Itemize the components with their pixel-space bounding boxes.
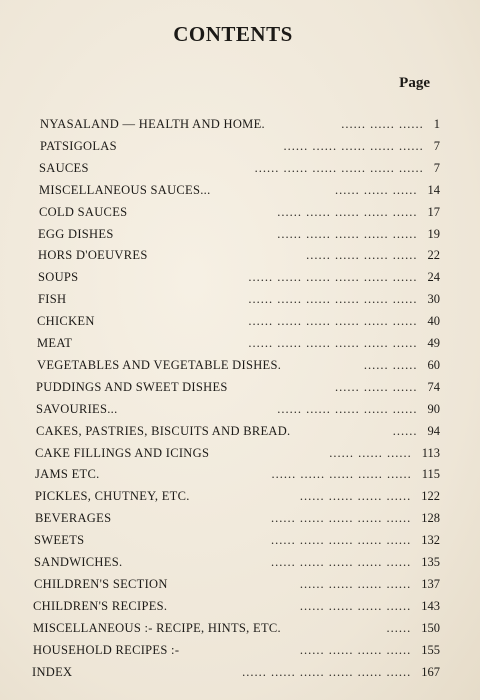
toc-entry-title: SAUCES	[39, 160, 89, 175]
toc-entry-page-number: 22	[427, 248, 440, 263]
toc-leader-dots: ...... ...... ...... ......	[299, 576, 412, 591]
toc-entry-page-number: 94	[427, 423, 440, 438]
toc-entry-title: FISH	[38, 292, 67, 307]
toc-entry-page-number: 40	[427, 314, 440, 329]
toc-leader-dots: ...... ...... ...... ...... ...... ......	[254, 160, 424, 175]
toc-entry-page-number: 7	[433, 160, 440, 175]
toc-entry	[39, 202, 440, 222]
toc-entry-title: SAVOURIES...	[36, 401, 118, 416]
toc-leader-dots: ...... ...... ...... ...... ......	[277, 226, 418, 241]
page-title: CONTENTS	[173, 22, 293, 46]
toc-entry-page-number: 122	[421, 489, 440, 504]
toc-entry-title: MEAT	[37, 336, 73, 350]
toc-leader-dots: ...... ...... ...... ......	[299, 598, 412, 613]
toc-entry	[35, 464, 440, 484]
toc-entry-page-number: 167	[421, 664, 440, 679]
toc-entry-page-number: 143	[421, 598, 440, 613]
toc-entry-title: CAKES, PASTRIES, BISCUITS AND BREAD.	[36, 423, 291, 438]
toc-leader-dots: ...... ...... ...... ...... ......	[271, 467, 412, 482]
toc-entry	[36, 399, 440, 419]
toc-entry	[35, 508, 440, 528]
toc-entry	[33, 596, 440, 616]
toc-entry-title: MISCELLANEOUS SAUCES...	[39, 182, 211, 197]
toc-entry	[40, 136, 440, 156]
toc-entry-page-number: 49	[427, 336, 440, 350]
toc-entry	[37, 333, 440, 353]
toc-entry-page-number: 30	[427, 292, 440, 307]
toc-entry-page-number: 155	[421, 642, 440, 657]
toc-entry	[38, 224, 440, 244]
toc-entry	[33, 640, 440, 660]
toc-entry-title: SANDWICHES.	[34, 555, 123, 569]
toc-entry	[35, 486, 440, 506]
toc-entry-page-number: 113	[421, 445, 440, 460]
toc-leader-dots: ...... ...... ...... ...... ......	[277, 401, 418, 416]
toc-leader-dots: ...... ...... ...... ...... ......	[271, 533, 412, 548]
toc-entry-page-number: 115	[421, 467, 440, 482]
toc-entry-page-number: 1	[433, 117, 440, 131]
toc-entry-title: BEVERAGES	[35, 511, 112, 526]
toc-leader-dots: ...... ...... ...... ...... ...... ......	[242, 664, 412, 679]
toc-entry-title: INDEX	[32, 664, 73, 679]
toc-entry	[39, 158, 440, 178]
toc-leader-dots: ...... ...... ...... ...... ......	[271, 555, 412, 569]
toc-entry-title: JAMS ETC.	[35, 467, 100, 482]
toc-entry-page-number: 128	[421, 511, 440, 526]
toc-entry	[34, 574, 440, 594]
toc-leader-dots: ...... ...... ......	[341, 117, 424, 131]
toc-leader-dots: ...... ......	[363, 357, 418, 372]
toc-leader-dots: ...... ...... ......	[329, 445, 412, 460]
toc-entry-page-number: 14	[427, 182, 440, 197]
toc-leader-dots: ...... ...... ......	[335, 182, 418, 197]
toc-entry-page-number: 17	[427, 204, 440, 219]
toc-entry	[39, 180, 440, 200]
toc-entry	[34, 552, 440, 572]
toc-entry-title: CAKE FILLINGS AND ICINGS	[35, 445, 210, 460]
toc-entry-page-number: 24	[427, 270, 440, 285]
toc-entry-page-number: 150	[421, 620, 440, 635]
toc-entry	[37, 311, 440, 331]
toc-entry-title: CHICKEN	[37, 314, 95, 329]
toc-leader-dots: ...... ...... ...... ......	[299, 642, 412, 657]
toc-entry-title: PUDDINGS AND SWEET DISHES	[36, 379, 228, 394]
toc-entry	[38, 289, 440, 309]
toc-entry-page-number: 137	[421, 576, 440, 591]
toc-entry	[40, 114, 440, 134]
toc-entry-title: MISCELLANEOUS :- RECIPE, HINTS, ETC.	[33, 620, 281, 635]
toc-entry-title: VEGETABLES AND VEGETABLE DISHES.	[37, 357, 282, 372]
toc-entry-page-number: 19	[427, 226, 440, 241]
toc-entry	[34, 530, 440, 550]
toc-leader-dots: ...... ...... ...... ...... ...... ......	[248, 314, 418, 329]
toc-leader-dots: ......	[386, 620, 412, 635]
page-column-header: Page	[399, 75, 430, 91]
toc-leader-dots: ...... ...... ...... ...... ...... ......	[248, 292, 418, 307]
toc-entry-title: PICKLES, CHUTNEY, ETC.	[35, 489, 190, 504]
toc-entry-title: EGG DISHES	[38, 226, 114, 241]
toc-entry-title: HOUSEHOLD RECIPES :-	[33, 642, 180, 657]
toc-entry	[33, 618, 440, 638]
toc-entry	[36, 377, 440, 397]
toc-entry-title: HORS D'OEUVRES	[38, 248, 148, 263]
toc-entry-title: PATSIGOLAS	[40, 138, 117, 153]
toc-entry-title: COLD SAUCES	[39, 204, 128, 219]
toc-entry-page-number: 60	[427, 357, 440, 372]
toc-entry-page-number: 74	[427, 379, 440, 394]
toc-entry	[35, 443, 440, 463]
toc-entry	[37, 355, 440, 375]
toc-entry-title: NYASALAND — HEALTH AND HOME.	[40, 117, 265, 131]
toc-entry	[36, 421, 440, 441]
toc-entry	[38, 267, 440, 287]
toc-entry-title: CHILDREN'S RECIPES.	[33, 598, 168, 613]
toc-entry	[38, 245, 440, 265]
toc-entry-title: CHILDREN'S SECTION	[34, 576, 168, 591]
toc-leader-dots: ...... ...... ...... ......	[306, 248, 418, 263]
toc-entry-page-number: 132	[421, 533, 440, 548]
toc-entry-title: SWEETS	[34, 533, 85, 548]
toc-leader-dots: ...... ...... ...... ...... ......	[271, 511, 412, 526]
toc-leader-dots: ...... ...... ......	[335, 379, 418, 394]
toc-leader-dots: ...... ...... ...... ......	[299, 489, 412, 504]
toc-leader-dots: ...... ...... ...... ...... ...... ......	[248, 270, 418, 285]
toc-leader-dots: ...... ...... ...... ...... ......	[277, 204, 418, 219]
toc-leader-dots: ......	[392, 423, 418, 438]
toc-leader-dots: ...... ...... ...... ...... ...... ......	[248, 336, 418, 350]
toc-entry	[32, 662, 440, 682]
toc-entry-page-number: 135	[421, 555, 440, 569]
toc-entry-page-number: 90	[427, 401, 440, 416]
toc-leader-dots: ...... ...... ...... ...... ......	[283, 138, 424, 153]
toc-entry-page-number: 7	[433, 138, 440, 153]
toc-entry-title: SOUPS	[38, 270, 79, 285]
